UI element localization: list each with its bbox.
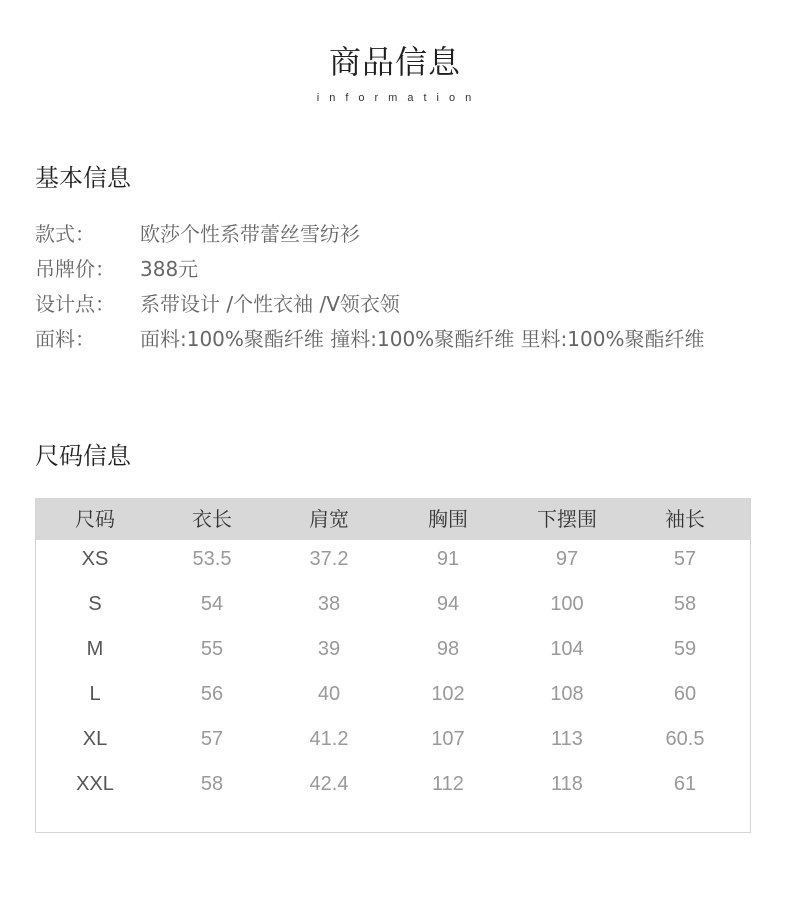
table-cell: XS	[81, 548, 109, 570]
info-label: 吊牌价：	[35, 257, 115, 281]
table-cell: 104	[550, 638, 584, 660]
table-cell: 56	[200, 683, 224, 705]
table-cell: 58	[200, 773, 224, 795]
table-cell: M	[86, 638, 104, 660]
table-header-row	[36, 499, 750, 540]
table-cell: 55	[200, 638, 224, 660]
info-value: 欧莎个性系带蕾丝雪纺衫	[140, 222, 360, 246]
info-row-fabric	[35, 322, 765, 357]
column-header: 袖长	[665, 507, 705, 531]
info-value: 系带设计 /个性衣袖 /V领衣领	[140, 292, 400, 316]
info-label: 面料：	[35, 327, 95, 351]
table-cell: XXL	[76, 773, 114, 795]
basic-info-list	[35, 217, 765, 357]
table-cell: 41.2	[309, 728, 349, 750]
table-cell: XL	[82, 728, 108, 750]
size-info-heading: 尺码信息	[35, 442, 131, 470]
table-cell: 113	[551, 728, 583, 750]
table-cell: 94	[436, 593, 460, 615]
table-cell: 37.2	[309, 548, 349, 570]
table-cell: 100	[550, 593, 584, 615]
table-cell: 60.5	[665, 728, 705, 750]
table-cell: 112	[432, 773, 464, 795]
column-header: 尺码	[75, 507, 115, 531]
table-cell: 102	[431, 683, 465, 705]
table-cell: 39	[317, 638, 341, 660]
info-value: 面料:100%聚酯纤维 撞料:100%聚酯纤维 里料:100%聚酯纤维	[140, 327, 705, 351]
table-cell: 38	[317, 593, 341, 615]
table-row	[36, 765, 750, 810]
table-cell: 57	[673, 548, 697, 570]
page-title: 商品信息	[328, 43, 461, 81]
table-body	[36, 540, 750, 810]
table-cell: 60	[673, 683, 697, 705]
table-cell: 91	[436, 548, 460, 570]
info-row-price	[35, 252, 765, 287]
table-cell: S	[88, 593, 102, 615]
info-label: 设计点：	[35, 292, 115, 316]
column-header: 胸围	[428, 507, 468, 531]
basic-info-heading: 基本信息	[35, 164, 131, 192]
info-row-style	[35, 217, 765, 252]
table-cell: 107	[431, 728, 465, 750]
table-cell: 108	[550, 683, 584, 705]
size-table	[35, 498, 751, 833]
table-cell: 57	[200, 728, 224, 750]
table-cell: 53.5	[192, 548, 232, 570]
table-row	[36, 540, 750, 585]
table-row	[36, 585, 750, 630]
info-value: 388元	[140, 257, 199, 281]
info-label: 款式：	[35, 222, 95, 246]
column-header: 下摆围	[537, 507, 597, 531]
table-cell: 58	[673, 593, 697, 615]
table-cell: 54	[200, 593, 224, 615]
table-cell: 61	[673, 773, 697, 795]
column-header: 衣长	[192, 507, 232, 531]
table-row	[36, 630, 750, 675]
table-cell: L	[89, 683, 101, 705]
table-cell: 40	[317, 683, 341, 705]
table-cell: 97	[555, 548, 579, 570]
table-row	[36, 720, 750, 765]
page-subtitle: information	[316, 92, 482, 104]
column-header: 肩宽	[309, 507, 349, 531]
table-cell: 118	[551, 773, 583, 795]
table-cell: 42.4	[309, 773, 349, 795]
table-cell: 59	[673, 638, 697, 660]
table-cell: 98	[436, 638, 460, 660]
table-row	[36, 675, 750, 720]
info-row-design	[35, 287, 765, 322]
